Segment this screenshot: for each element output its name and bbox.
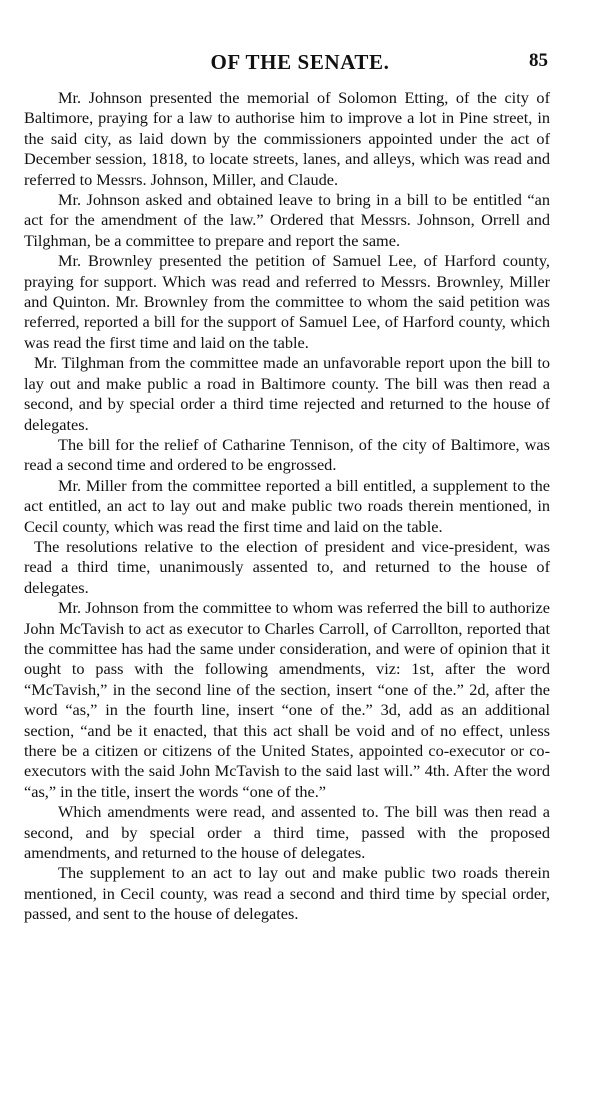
paragraph-amendments-assented: Which amendments were read, and assented to. The bill was then read a second, and by special order a third time, passed with the proposed amendments, and returned to the house of delegates. xyxy=(24,802,550,863)
paragraph-baltimore-road-report: Mr. Tilghman from the committee made an unfavorable report upon the bill to lay out and make public a road in Baltimore county. The bill was then read a second, and by special order a third time rejected and returned to the house of delegates. xyxy=(24,353,550,434)
paragraph-mctavish-executor: Mr. Johnson from the committee to whom was referred the bill to authorize John McTavish to act as executor to Charles Carroll, of Carrollton, reported that the committee has had the same under consideration, and were of opinion that it ought to pass with the following amendments, viz: 1st, after the word “McTavish,” in the second line of the section, insert “one of the.” 2d, after the word “as,” in the fourth line, insert “one of the.” 3d, add as an additional section, “and be it enacted, that this act shall be void and of no effect, unless there be a citizen or citizens of the United States, appointed co-executor or co-executors with the said John McTavish to the said last will.” 4th. After the word “as,” in the title, insert the words “one of the.” xyxy=(24,598,550,801)
paragraph-tennison-relief: The bill for the relief of Catharine Tennison, of the city of Baltimore, was read a second time and ordered to be engrossed. xyxy=(24,434,550,475)
paragraph-samuel-lee-petition: Mr. Brownley presented the petition of Samuel Lee, of Harford county, praying for support. Which was read and referred to Messrs. Brownley, Miller and Quinton. Mr. Brownley from the committee to whom the said petition was referred, reported a bill for the support of Samuel Lee, of Harford county, which was read the first time and laid on the table. xyxy=(24,251,550,352)
page-header xyxy=(0,50,600,74)
body-text xyxy=(24,88,550,925)
paragraph-etting-memorial: Mr. Johnson presented the memorial of Solomon Etting, of the city of Baltimore, praying for a law to authorise him to improve a lot in Pine street, in the said city, as laid down by the commissioners appointed under the act of December session, 1818, to locate streets, lanes, and alleys, which was read and referred to Messrs. Johnson, Miller, and Claude. xyxy=(24,88,550,189)
page-number: 85 xyxy=(529,50,548,71)
paragraph-amendment-bill-leave: Mr. Johnson asked and obtained leave to bring in a bill to be entitled “an act for the amendment of the law.” Ordered that Messrs. Johnson, Orrell and Tilghman, be a committee to prepare and report the same. xyxy=(24,190,550,250)
page-title: OF THE SENATE. xyxy=(210,50,390,74)
paragraph-cecil-supplement-passed: The supplement to an act to lay out and make public two roads therein mentioned, in Cecil county, was read a second and third time by special order, passed, and sent to the house of delegates. xyxy=(24,863,550,924)
paragraph-election-resolutions: The resolutions relative to the election of president and vice-president, was read a third time, unanimously assented to, and returned to the house of delegates. xyxy=(24,536,550,597)
paragraph-cecil-roads-bill: Mr. Miller from the committee reported a bill entitled, a supplement to the act entitled, an act to lay out and make public two roads therein mentioned, in Cecil county, which was read the first time and laid on the table. xyxy=(24,475,550,536)
